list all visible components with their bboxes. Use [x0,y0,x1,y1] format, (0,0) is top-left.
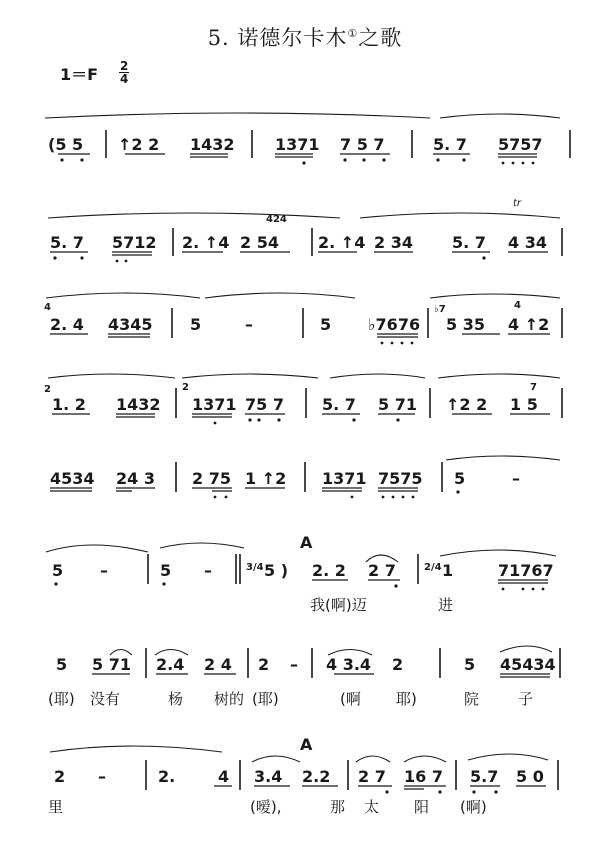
phrase-slur [440,114,560,118]
r7-measure-2-b: 2 4 [204,655,232,674]
phrase-slur [205,293,355,298]
r5-measure-4-a: 5 [454,469,466,488]
octave-dot [352,418,355,421]
r7-measure-4-a: 4 3.4 [326,655,372,674]
octave-dot [402,496,405,499]
octave-dot [382,496,385,499]
lyric: (啊 [340,690,361,708]
lyric: 树的 [214,690,245,708]
r3-measure-4-a: 5 35 [446,315,485,334]
r3-measure-4-b: 4 ↑2 [508,315,550,334]
row-4 [44,374,562,424]
r5-measure-4-b: – [512,469,520,488]
r4-measure-1-a: 1. 2 [52,395,86,414]
phrase-slur [438,374,560,378]
octave-dot [343,158,346,161]
phrase-slur [45,113,430,118]
r2-measure-1-b: 5712 [112,233,157,252]
lyric: 子 [518,690,534,708]
phrase-slur [160,543,244,548]
r7-measure-4-b: 2 [392,655,404,674]
octave-dot [494,790,497,793]
r6-measure-5-b: 71767 [498,561,554,580]
octave-dot [396,418,399,421]
octave-dot [116,260,119,263]
r2-measure-3-c: 5. 7 [452,233,486,252]
r4-measure-3-b: 5 71 [378,395,417,414]
footnote-mark: ① [347,27,359,40]
r8-measure-2-b: 4 [218,767,230,786]
r8-measure-2-a: 2. [158,767,176,786]
grace-note: ♭7 [434,304,446,315]
r7-measure-5-b: 45434 [500,655,556,674]
octave-dot [391,342,394,345]
octave-dot [385,790,388,793]
phrase-slur [46,545,148,552]
octave-dot [401,342,404,345]
lyric: (嗳), [250,798,282,816]
r3-measure-1-b: 4345 [108,315,153,334]
r8-measure-5-b: 5 0 [516,767,544,786]
octave-dot [394,584,397,587]
measure-3-b: 7 5 7 [340,135,385,154]
phrase-slur [446,456,560,460]
r5-measure-2-a: 2 75 [192,469,231,488]
lyric: 进 [438,596,454,614]
phrase-slur [48,374,175,378]
phrase-slur [330,374,425,378]
meter-change: 3/4 [246,562,264,573]
phrase-slur [360,213,560,218]
r8-measure-1-a: 2 [54,767,66,786]
row-6 [46,533,556,614]
lyric: (耶) [252,690,279,708]
octave-dot [532,162,535,165]
grace-note: 2 [44,384,51,395]
row-5 [50,456,560,498]
r7-measure-3-b: – [290,655,298,674]
section-marker: A [300,735,313,754]
octave-dot [502,162,505,165]
r7-measure-5-a: 5 [464,655,476,674]
r6-measure-1-b: – [100,561,108,580]
octave-dot [54,582,57,585]
octave-dot [411,342,414,345]
measure-4-b: 5757 [498,135,543,154]
song-number: 5. [207,26,230,50]
r5-measure-2-b: 1 ↑2 [245,469,287,488]
grace-note: 4 [514,300,521,311]
key-label: 1＝F [60,65,99,84]
octave-dot [362,158,365,161]
row-7 [48,646,560,708]
row-8 [48,735,558,816]
tie-slur [404,756,446,762]
octave-dot [80,256,83,259]
r3-measure-2-a: 5 [190,315,202,334]
r8-measure-4-b: 16 7 [404,767,443,786]
phrase-slur [50,746,222,752]
grace-note: 2 [182,382,189,393]
r5-measure-1-a: 4534 [50,469,95,488]
lyric: 耶) [396,690,417,708]
octave-dot [277,418,280,421]
octave-dot [302,161,305,164]
r3-measure-2-b: – [245,315,253,334]
r4-measure-3-a: 5. 7 [322,395,356,414]
r2-measure-3-d: 4 34 [508,233,547,252]
time-denominator: 4 [120,72,129,86]
r7-measure-2-a: 2.4 [156,655,185,674]
r4-measure-4-b: 1 5 [510,395,538,414]
lyric: 里 [48,798,64,816]
octave-dot [522,162,525,165]
octave-dot [80,158,83,161]
octave-dot [472,790,475,793]
measure-1-notes: (5 5 [48,135,84,154]
r6-measure-1-a: 5 [52,561,64,580]
r6-measure-3-a: 5 ) [264,561,289,580]
r5-measure-1-b: 24 3 [116,469,155,488]
section-marker: A [300,533,313,552]
r5-measure-3-b: 7575 [378,469,423,488]
r8-measure-1-b: – [98,767,106,786]
lyric: 我(啊)迈 [310,596,367,614]
r7-measure-3-a: 2 [258,655,270,674]
measure-2-b: 1432 [190,135,235,154]
r2-measure-3-a: 2. ↑4 [318,233,366,252]
phrase-slur [182,374,318,378]
lyric: 院 [464,690,480,708]
octave-dot [351,496,354,499]
phrase-slur [440,550,556,556]
octave-dot [522,588,525,591]
octave-dot [60,158,63,161]
octave-dot [225,496,228,499]
lyric: 阳 [414,798,430,816]
octave-dot [512,162,515,165]
r6-measure-4-a: 2. 2 [312,561,346,580]
lyric: 那 [330,798,346,816]
r2-measure-2-a: 2. ↑4 [182,233,230,252]
r3-measure-3-a: 5 [320,315,332,334]
octave-dot [162,582,165,585]
lyric: (耶) [48,690,75,708]
phrase-slur [430,294,560,298]
r8-measure-3-a: 3.4 [254,767,283,786]
octave-dot [257,418,260,421]
r2-measure-2-b: 2 54 [240,233,279,252]
song-title-suffix: 之歌 [358,26,403,50]
r3-measure-1-a: 2. 4 [50,315,84,334]
octave-dot [438,790,441,793]
r5-measure-3-a: 1371 [322,469,367,488]
octave-dot [412,496,415,499]
song-name: 诺德尔卡木 [237,26,348,50]
r6-measure-4-b: 2 7 [368,561,396,580]
octave-dot [502,588,505,591]
meter-change: 2/4 [424,562,442,573]
r2-measure-3-b: 2 34 [374,233,413,252]
tie-slur [500,646,552,652]
octave-dot [381,342,384,345]
octave-dot [542,588,545,591]
phrase-slur [48,213,340,218]
time-numerator: 2 [120,59,129,73]
grace-note: 7 [530,382,537,393]
r6-measure-5-a: 1 [442,561,454,580]
phrase-slur [46,293,200,298]
row-1 [45,113,570,165]
r8-measure-5-a: 5.7 [470,767,499,786]
octave-dot [125,260,128,263]
octave-dot [482,256,485,259]
octave-dot [532,588,535,591]
r7-measure-1-b: 5 71 [92,655,131,674]
trill-mark: tr [513,198,522,209]
phrase-slur [468,754,548,760]
octave-dot [214,496,217,499]
row-3 [44,293,562,344]
r3-measure-3-b: ♭7676 [368,315,421,334]
octave-dot [248,418,251,421]
row-2 [48,198,562,262]
lyric: 太 [364,798,380,816]
r4-measure-1-b: 1432 [116,395,161,414]
lyric: 没有 [90,690,121,708]
octave-dot [456,490,459,493]
r6-measure-2-a: 5 [160,561,172,580]
octave-dot [382,158,385,161]
r6-measure-2-b: – [204,561,212,580]
r8-measure-4-a: 2 7 [358,767,386,786]
octave-dot [53,256,56,259]
measure-3-a: 1371 [275,135,320,154]
grace-note: 4 [44,302,51,313]
octave-dot [462,158,465,161]
lyric: (啊) [460,798,487,816]
lyric: 杨 [168,690,184,708]
r4-measure-2-a: 1371 [192,395,237,414]
octave-dot [214,422,217,425]
r4-measure-4-a: ↑2 2 [446,395,488,414]
measure-2-a: ↑2 2 [118,135,160,154]
tie-slur [252,756,300,762]
r2-measure-1-a: 5. 7 [50,233,84,252]
measure-4-a: 5. 7 [433,135,467,154]
grace-notes: 424 [266,214,287,225]
octave-dot [392,496,395,499]
r8-measure-3-b: 2.2 [302,767,331,786]
r7-measure-1-a: 5 [56,655,68,674]
octave-dot [436,158,439,161]
tie-slur [356,756,390,762]
r4-measure-2-b: 75 7 [245,395,284,414]
